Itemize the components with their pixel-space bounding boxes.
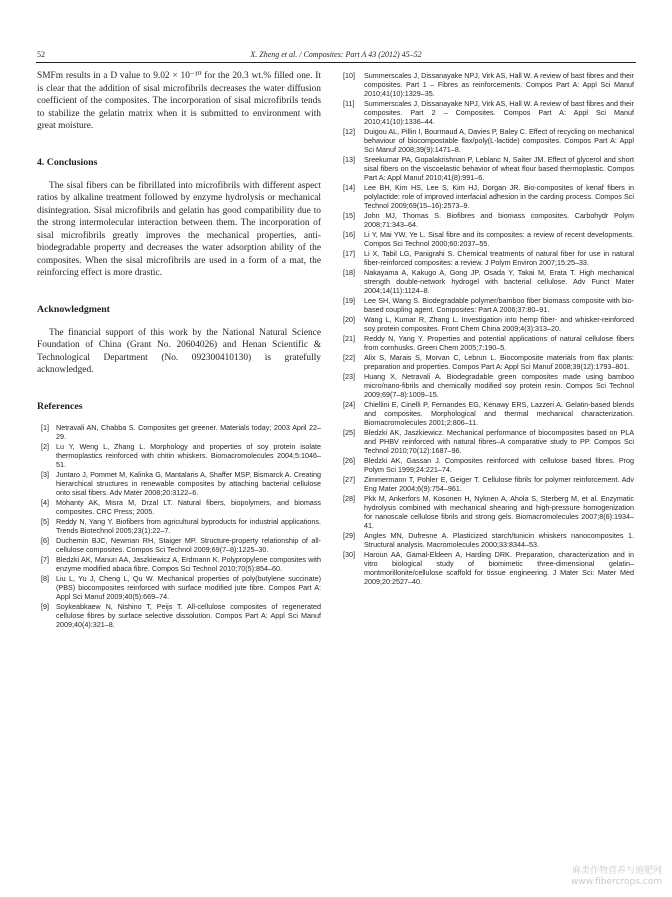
reference-text: Soykeabkaew N, Nishino T, Peijs T. All-cellulose composites of regenerated cellulose fibres by surface selective dissolution. Compos Part A: Appl Sci Manuf 2009;40(4):321–8. bbox=[56, 601, 321, 629]
reference-text: Mohanty AK, Misra M, Drzal LT. Natural fibers, biopolymers, and biomass composites. CRC Press; 2005. bbox=[56, 497, 321, 516]
reference-text: Summerscales J, Dissanayake NPJ, Virk AS, Hall W. A review of bast fibres and their composites. Part 1 – Fibres as reinforcements. Compos Part A: Appl Sci Manuf 2010;41(10):1329–35. bbox=[364, 71, 634, 98]
reference-number: [26] bbox=[343, 456, 355, 465]
reference-number: [8] bbox=[41, 573, 49, 583]
reference-text: Lu Y, Weng L, Zhang L. Morphology and properties of soy protein isolate thermoplastics reinforced with chitin whiskers. Biomacromolecules 2004;5:1046–51. bbox=[56, 441, 321, 469]
running-head: X. Zheng et al. / Composites: Part A 43 (2012) 45–52 bbox=[250, 50, 422, 59]
reference-text: Lee BH, Kim HS, Lee S, Kim HJ, Dorgan JR. Bio-composites of kenaf fibers in polylactide: role of improved interfacial adhesion in the carding process. Compos Sci Technol 2009;69(15–16):2573–9. bbox=[364, 183, 634, 210]
reference-number: [11] bbox=[343, 99, 355, 108]
reference-text: Huang X, Netravali A. Biodegradable green composites made using bamboo micro/nano-fibrils and chemically modified soy protein resin. Compos Sci Technol 2009;69(7–8):1009–15. bbox=[364, 372, 634, 399]
reference-item bbox=[37, 517, 321, 535]
reference-number: [10] bbox=[343, 71, 355, 80]
reference-number: [20] bbox=[343, 315, 355, 324]
reference-item bbox=[343, 353, 634, 371]
reference-item bbox=[343, 99, 634, 126]
reference-item bbox=[37, 423, 321, 441]
reference-number: [24] bbox=[343, 400, 355, 409]
reference-number: [15] bbox=[343, 211, 355, 220]
reference-number: [17] bbox=[343, 249, 355, 258]
reference-text: John MJ, Thomas S. Biofibres and biomass composites. Carbohydr Polym 2008;71:343–64. bbox=[364, 211, 634, 229]
conclusions-heading: 4. Conclusions bbox=[37, 156, 98, 168]
reference-item bbox=[343, 296, 634, 314]
results-paragraph: SMFm results in a D value to 9.02 × 10⁻¹⁰ for the 20.3 wt.% filled one. It is clear that the addition of sisal microfibrils decreases the water diffusion coefficient of the composites. The incorporation of sisal microfibrils tends to stabilize the gelatin matrix when it is submitted to environment with great moisture. bbox=[37, 71, 321, 131]
reference-text: Alix S, Marais S, Morvan C, Lebrun L. Biocomposite materials from flax plants: preparation and properties. Compos Part A: Appl Sci Manuf 2008;39(12):1793–801. bbox=[364, 353, 634, 371]
reference-item bbox=[343, 211, 634, 229]
reference-item bbox=[343, 268, 634, 295]
reference-item bbox=[37, 574, 321, 601]
reference-text: Summerscales J, Dissanayake NPJ, Virk AS, Hall W. A review of bast fibres and their composites. Part 2 – Composites. Compos Part A: Appl Sci Manuf 2010;41(10):1336–44. bbox=[364, 99, 634, 126]
reference-text: Bledzki AK, Manun AA, Jaszkiewicz A, Erdmann K. Polypropylene composites with enzyme modified abaca fibre. Compos Sci Technol 2010;70(5):854–60. bbox=[56, 554, 321, 573]
right-column bbox=[343, 71, 634, 587]
reference-number: [4] bbox=[41, 497, 49, 507]
reference-number: [13] bbox=[343, 155, 355, 164]
reference-number: [16] bbox=[343, 230, 355, 239]
reference-item bbox=[343, 475, 634, 493]
reference-text: Sreekumar PA, Gopalakrishnan P, Leblanc N, Saiter JM. Effect of glycerol and short sisal fibers on the viscoelastic behavior of wheat flour based thermoplastic. Compos Part A: Appl Manuf 2010;41(8):991–6. bbox=[364, 155, 634, 182]
reference-text: Duigou AL, Pillin I, Bourmaud A, Davies P, Baley C. Effect of recycling on mechanical behaviour of biocompostable flax/poly(L-lactide) composites. Compos Part A: Appl Sci Manuf 2008;39(9):1471–8. bbox=[364, 127, 634, 154]
reference-number: [7] bbox=[41, 554, 49, 564]
reference-number: [19] bbox=[343, 296, 355, 305]
reference-number: [18] bbox=[343, 268, 355, 277]
reference-item bbox=[343, 249, 634, 267]
reference-number: [29] bbox=[343, 531, 355, 540]
reference-item bbox=[343, 456, 634, 474]
reference-text: Bledzki AK, Gassan J. Composites reinforced with cellulose based fibres. Prog Polym Sci 1999;24:221–74. bbox=[364, 456, 634, 474]
reference-number: [30] bbox=[343, 550, 355, 559]
reference-text: Lee SH, Wang S. Biodegradable polymer/bamboo fiber biomass composite with bio-based coupling agent. Composites: Part A 2006;37:80–91. bbox=[364, 296, 634, 314]
acknowledgment-paragraph: The financial support of this work by the National Natural Science Foundation of China (Grant No. 20604026) and Henan Scientific & Technological Department (No. 092300410130) is gratefully acknowledged. bbox=[37, 327, 321, 375]
reference-text: Pkk M, Ankerfors M, Kosonen H, Nyknen A, Ahola S, Sterberg M, et al. Enzymatic hydrolysis combined with mechanical shearing and high-pressure homogenization for nanoscale cellulose fibrils and strong gels. Biomacromolecules 2007;8(6):1934–41. bbox=[364, 494, 634, 530]
reference-item bbox=[37, 498, 321, 516]
reference-text: Reddy N, Yang Y. Properties and potential applications of natural cellulose fibers from cornhusks. Green Chem 2005;7:190–5. bbox=[364, 334, 634, 352]
reference-text: Haroun AA, Gamal-Eldeen A, Harding DRK. Preparation, characterization and in vitro biological study of biomimetic three-dimensional gelatin–montmorillonite/cellulose scaffold for tissue engineering. J Mater Sci: Mater Med 2009;20:2527–40. bbox=[364, 550, 634, 586]
page-number: 52 bbox=[37, 50, 45, 59]
reference-item bbox=[343, 400, 634, 427]
reference-number: [1] bbox=[41, 422, 49, 432]
watermark-line-2: www.fibercrops.com bbox=[571, 877, 662, 887]
watermark bbox=[571, 866, 662, 888]
reference-number: [25] bbox=[343, 428, 355, 437]
reference-item bbox=[343, 183, 634, 210]
reference-text: Li X, Tabil LG, Panigrahi S. Chemical treatments of natural fiber for use in natural fiber-reinforced composites: a review. J Polym Environ 2007;15:25–33. bbox=[364, 249, 634, 267]
acknowledgment-heading: Acknowledgment bbox=[37, 303, 110, 315]
watermark-line-1: 麻类作物营养与施肥网 bbox=[571, 866, 662, 876]
reference-item bbox=[37, 602, 321, 629]
reference-item bbox=[37, 555, 321, 573]
reference-item bbox=[343, 494, 634, 530]
reference-text: Netravali AN, Chabba S. Composites get greener. Materials today; 2003 April 22–29. bbox=[56, 422, 321, 441]
reference-item bbox=[343, 531, 634, 549]
reference-item bbox=[343, 230, 634, 248]
reference-number: [23] bbox=[343, 372, 355, 381]
reference-text: Bledzki AK, Jaszkiewicz. Mechanical performance of biocomposites based on PLA and PHBV reinforced with natural fibres–A comparative study to PP. Compos Sci Technol 2010;70(12):1687–96. bbox=[364, 428, 634, 455]
conclusions-paragraph: The sisal fibers can be fibrillated into microfibrils with different aspect ratios by alkaline treatment followed by enzyme hydrolysis or mechanical disintegration. Sisal microfibrils and gelatin has good compatibility due to the strong intermolecular interaction between them. The incorporation of sisal microfibrils greatly improves the mechanical properties, anti-biodegradable property and decreases the water adsorption ability of the composites. When the sisal microfibrils are used in a form of a mat, the reinforcing effect is more drastic. bbox=[37, 180, 321, 278]
reference-number: [6] bbox=[41, 535, 49, 545]
reference-number: [22] bbox=[343, 353, 355, 362]
reference-text: Juntaro J, Pommet M, Kalinka G, Mantalaris A, Shaffer MSP, Bismarck A. Creating hierarchical structures in renewable composites by attaching bacterial cellulose onto sisal fibers. Adv Mater 2008;20:3122–6. bbox=[56, 469, 321, 497]
reference-item bbox=[343, 334, 634, 352]
reference-number: [9] bbox=[41, 601, 49, 611]
left-column bbox=[37, 70, 321, 630]
reference-item bbox=[37, 442, 321, 469]
reference-number: [2] bbox=[41, 441, 49, 451]
reference-text: Wang L, Kumar R, Zhang L. Investigation into hemp fiber- and whisker-reinforced soy protein composites. Front Chem China 2009;4(3):313–20. bbox=[364, 315, 634, 333]
reference-number: [21] bbox=[343, 334, 355, 343]
reference-number: [5] bbox=[41, 516, 49, 526]
reference-number: [3] bbox=[41, 469, 49, 479]
reference-text: Nakayama A, Kakugo A, Gong JP, Osada Y, Takai M, Erata T. High mechanical strength double-network hydrogel with bacterial cellulose. Adv Funct Mater 2004;14(11):1124–8. bbox=[364, 268, 634, 295]
reference-list-right bbox=[343, 71, 634, 586]
reference-text: Angles MN, Dufresne A. Plasticized starch/tunicin whiskers nanocomposites 1. Structural analysis. Macromolecules 2000;33:8344–53. bbox=[364, 531, 634, 549]
reference-number: [27] bbox=[343, 475, 355, 484]
reference-item bbox=[343, 155, 634, 182]
reference-text: Zimmermann T, Pohler E, Geiger T. Cellulose fibrils for polymer reinforcement. Adv Eng Mater 2004;6(9):754–961. bbox=[364, 475, 634, 493]
reference-item bbox=[343, 550, 634, 586]
reference-number: [12] bbox=[343, 127, 355, 136]
reference-text: Li Y, Mai YW, Ye L. Sisal fibre and its composites: a review of recent developments. Compos Sci Technol 2000;60:2037–55. bbox=[364, 230, 634, 248]
reference-item bbox=[343, 71, 634, 98]
reference-item bbox=[343, 127, 634, 154]
reference-number: [28] bbox=[343, 494, 355, 503]
reference-item bbox=[37, 470, 321, 497]
reference-number: [14] bbox=[343, 183, 355, 192]
reference-item bbox=[37, 536, 321, 554]
reference-text: Reddy N, Yang Y. Biofibers from agricultural byproducts for industrial applications. Trends Biotechnol 2005;23(1):22–7. bbox=[56, 516, 321, 535]
header-rule bbox=[36, 62, 636, 63]
reference-text: Chiellini E, Cinelli P, Fernandes EG, Kenawy ERS, Lazzeri A. Gelatin-based blends and composites. Morphological and thermal mechanical characterization. Biomacromolecules 2001;2:806–11. bbox=[364, 400, 634, 427]
reference-item bbox=[343, 428, 634, 455]
reference-text: Duchemin BJC, Newman RH, Staiger MP. Structure-property relationship of all-cellulose composites. Compos Sci Technol 2009;69(7–8):1225–30. bbox=[56, 535, 321, 554]
reference-item bbox=[343, 315, 634, 333]
references-heading: References bbox=[37, 400, 83, 412]
reference-text: Liu L, Yu J, Cheng L, Qu W. Mechanical properties of poly(butylene succinate) (PBS) biocomposites reinforced with surface modified jute fibre. Compos Part A: Appl Sci Manuf 2009;40(5):669–74. bbox=[56, 573, 321, 601]
reference-list-left bbox=[37, 423, 321, 629]
reference-item bbox=[343, 372, 634, 399]
